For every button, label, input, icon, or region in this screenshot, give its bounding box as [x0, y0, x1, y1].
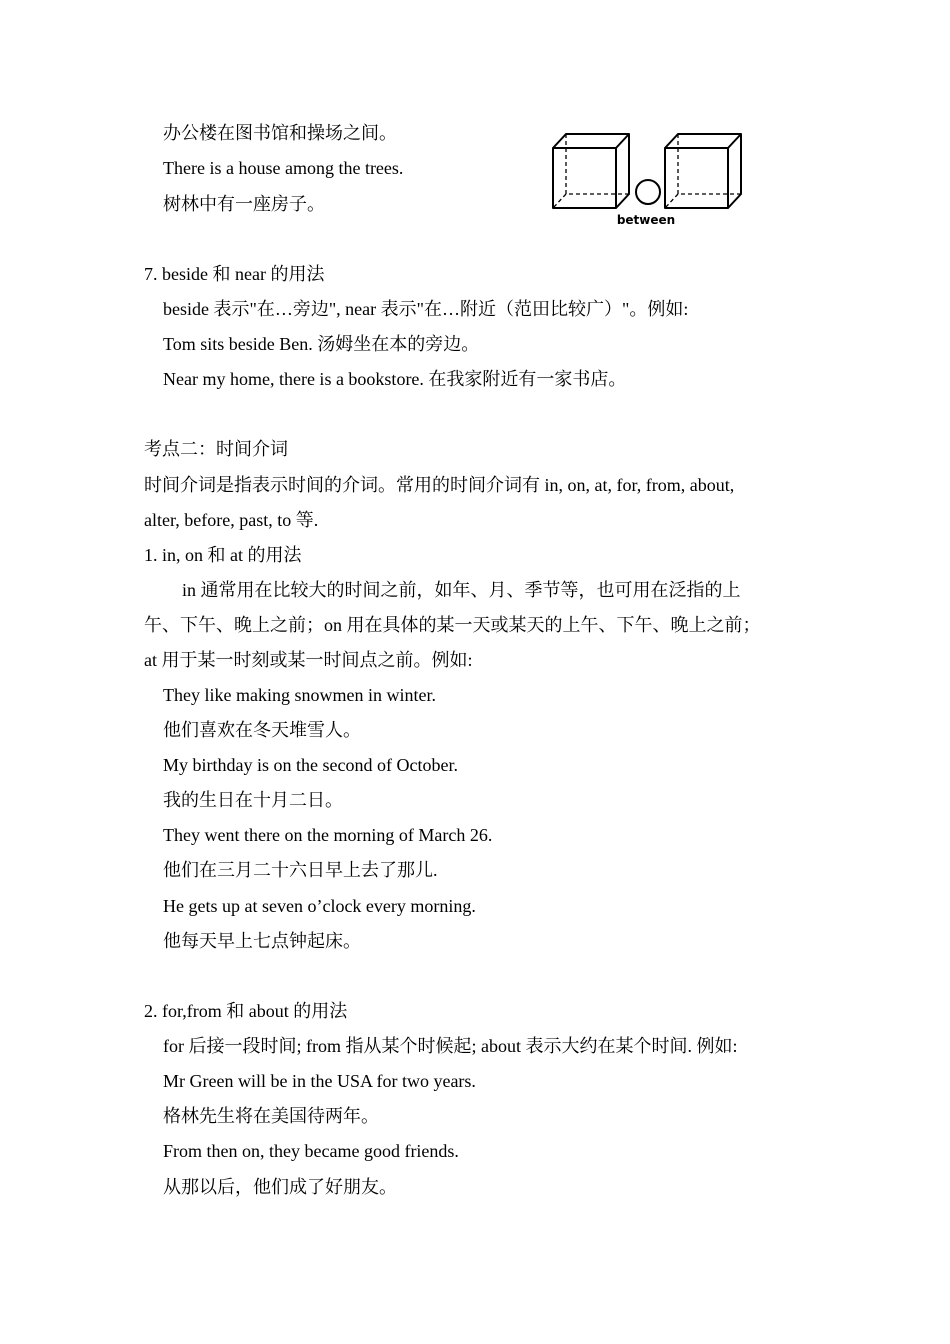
example-line: 他们喜欢在冬天堆雪人。 — [163, 720, 361, 740]
example-line: Mr Green will be in the USA for two years. — [163, 1071, 476, 1091]
example-line: From then on, they became good friends. — [163, 1141, 459, 1161]
intro-line: alter, before, past, to 等. — [144, 510, 319, 530]
example-line: They went there on the morning of March 26. — [163, 825, 493, 845]
paragraph-line: 午、下午、晚上之前；on 用在具体的某一天或某天的上午、下午、晚上之前； — [144, 615, 761, 635]
section-heading: 2. for,from 和 about 的用法 — [144, 1001, 348, 1021]
example-line: 格林先生将在美国待两年。 — [163, 1106, 379, 1126]
example-line: They like making snowmen in winter. — [163, 685, 436, 705]
example-line: There is a house among the trees. — [163, 158, 404, 178]
example-line: 树林中有一座房子。 — [163, 194, 325, 214]
paragraph-line: at 用于某一时刻或某一时间点之前。例如: — [144, 650, 473, 670]
example-line: Near my home, there is a bookstore. 在我家附近有一家书店。 — [163, 369, 627, 389]
section-heading: 7. beside 和 near 的用法 — [144, 264, 325, 284]
example-line: 我的生日在十月二日。 — [163, 790, 343, 810]
example-line: 办公楼在图书馆和操场之间。 — [163, 123, 397, 143]
intro-line: 时间介词是指表示时间的介词。常用的时间介词有 in, on, at, for, from, about, — [144, 475, 735, 495]
section-description: for 后接一段时间; from 指从某个时候起; about 表示大约在某个时间. 例如: — [163, 1036, 738, 1056]
figure-caption: between — [616, 213, 676, 227]
section-heading: 1. in, on 和 at 的用法 — [144, 545, 302, 565]
example-line: He gets up at seven o’clock every morning. — [163, 896, 476, 916]
example-line: 他们在三月二十六日早上去了那儿. — [163, 860, 438, 880]
example-line: Tom sits beside Ben. 汤姆坐在本的旁边。 — [163, 334, 480, 354]
paragraph-line: in 通常用在比较大的时间之前，如年、月、季节等，也可用在泛指的上 — [182, 580, 741, 600]
point-title: 考点二：时间介词 — [144, 439, 288, 459]
example-line: 从那以后，他们成了好朋友。 — [163, 1177, 397, 1197]
between-illustration — [548, 128, 748, 232]
example-line: 他每天早上七点钟起床。 — [163, 931, 361, 951]
example-line: My birthday is on the second of October. — [163, 755, 458, 775]
two-cubes-ball-drawing — [548, 128, 748, 212]
section-description: beside 表示"在…旁边", near 表示"在…附近（范田比较广）"。例如: — [163, 299, 689, 319]
